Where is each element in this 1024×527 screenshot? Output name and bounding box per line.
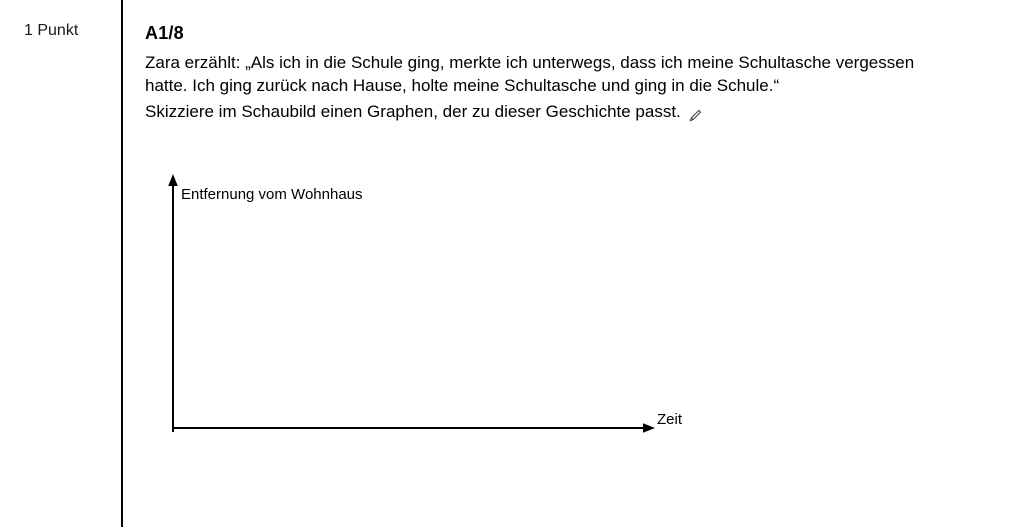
task-instruction-text: Skizziere im Schaubild einen Graphen, der zu dieser Geschichte passt.	[145, 102, 681, 122]
points-label: 1 Punkt	[24, 22, 79, 39]
task-body	[145, 22, 935, 124]
axes-svg	[145, 170, 705, 445]
y-axis-arrowhead	[168, 174, 178, 186]
coordinate-diagram	[145, 170, 705, 445]
task-number: A1/8	[145, 23, 184, 43]
margin-divider	[121, 0, 123, 527]
y-axis-label: Entfernung vom Wohnhaus	[181, 186, 363, 203]
x-axis-label: Zeit	[657, 411, 683, 428]
pencil-icon[interactable]	[688, 106, 703, 121]
points-margin-column	[0, 0, 120, 527]
x-axis-arrowhead	[643, 423, 655, 433]
task-instruction	[145, 100, 935, 123]
task-story-text: Zara erzählt: „Als ich in die Schule ging, merkte ich unterwegs, dass ich meine Schultasche vergessen hatte. Ich ging zurück nach Hause, holte meine Schultasche und ging in die Schule.“	[145, 52, 915, 95]
